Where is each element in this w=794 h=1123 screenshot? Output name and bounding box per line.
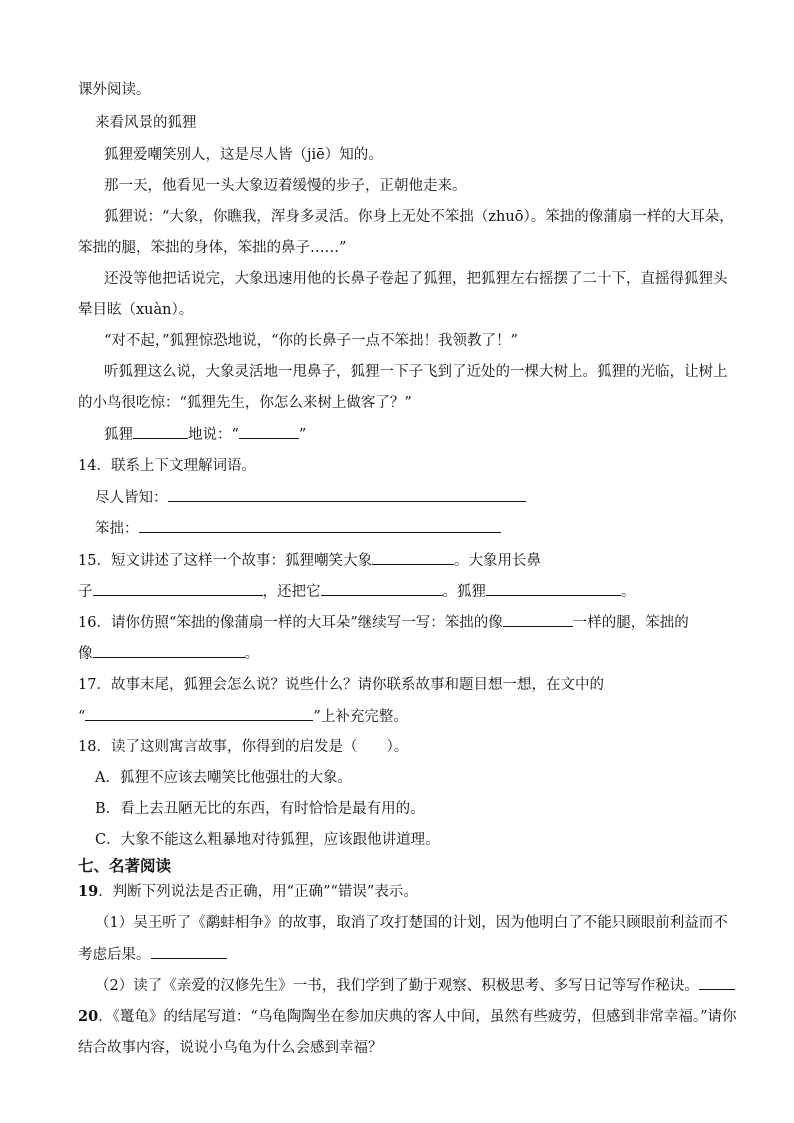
- q16-text4: 。: [244, 646, 259, 662]
- p7-mid: 地说：“: [188, 427, 239, 443]
- q19-blank-1[interactable]: [151, 944, 227, 959]
- q15-text1: 15．短文讲述了这样一个故事：狐狸嘲笑大象: [78, 553, 372, 569]
- p7-blank-manner[interactable]: [133, 424, 188, 439]
- q15-blank-2[interactable]: [93, 581, 263, 596]
- q15-text6: 。: [621, 584, 636, 600]
- q19-item-1b-text: 考虑后果。: [78, 947, 151, 963]
- passage-paragraph-3a: 狐狸说：“大象，你瞧我，浑身多灵活。你身上无处不笨拙（zhuō）。笨拙的像蒲扇一样的大耳朵，: [104, 209, 734, 225]
- passage-paragraph-4b: 晕目眩（xuàn）。: [78, 302, 194, 318]
- q14-b-label: 笨拙：: [95, 521, 139, 537]
- q19-stem: [78, 882, 758, 902]
- q20-line1: [78, 1007, 758, 1027]
- passage-paragraph-6a: 听狐狸这么说，大象灵活地一甩鼻子，狐狸一下子飞到了近处的一棵大树上。狐狸的光临，让树上: [104, 364, 728, 380]
- q15-blank-3[interactable]: [321, 581, 443, 596]
- q15-text2: 。大象用长鼻: [453, 553, 541, 569]
- q15-blank-1[interactable]: [372, 550, 454, 565]
- q15-text5: 。狐狸: [442, 584, 486, 600]
- q19-number: 19: [78, 883, 99, 900]
- p7-blank-speech[interactable]: [239, 424, 299, 439]
- q19-item-1a: （1）吴王听了《鹬蚌相争》的故事，取消了攻打楚国的计划，因为他明白了不能只顾眼前利益而不: [95, 915, 728, 931]
- q15-blank-4[interactable]: [486, 581, 621, 596]
- q20-line2: 结合故事内容，说说小乌龟为什么会感到幸福？: [78, 1040, 383, 1056]
- q15-text3: 子: [78, 584, 93, 600]
- q19-item-2: [95, 975, 755, 996]
- passage-paragraph-7: [104, 424, 784, 445]
- q19-item-1b: [78, 944, 758, 965]
- q18-option-b[interactable]: B．看上去丑陋无比的东西，有时恰恰是最有用的。: [95, 801, 425, 817]
- q18-stem: 18．读了这则寓言故事，你得到的启发是（ ）。: [78, 739, 409, 755]
- section-7-heading: 七、名著阅读: [78, 857, 172, 875]
- p7-start: 狐狸: [104, 427, 133, 443]
- passage-paragraph-5: “对不起，”狐狸惊恐地说，“你的长鼻子一点不笨拙！我领教了！”: [104, 333, 518, 349]
- q15-line1: [78, 550, 758, 571]
- q17-text2: ”上补充完整。: [313, 709, 408, 725]
- p7-end: ”: [298, 427, 307, 443]
- q16-text2: 一样的腿，笨拙的: [572, 615, 689, 631]
- q19-item-2-text: （2）读了《亲爱的汉修先生》一书，我们学到了勤于观察、积极思考、多写日记等写作秘诀。: [95, 978, 699, 994]
- q18-option-a[interactable]: A．狐狸不应该去嘲笑比他强壮的大象。: [95, 770, 352, 786]
- q15-line2: [78, 581, 758, 602]
- q14-a-blank[interactable]: [168, 487, 526, 502]
- q16-blank-2[interactable]: [93, 643, 245, 658]
- q14-stem: 14．联系上下文理解词语。: [78, 458, 256, 474]
- q14-b-blank[interactable]: [139, 518, 501, 533]
- q20-number: 20: [78, 1008, 99, 1025]
- q19-blank-2[interactable]: [699, 975, 735, 990]
- q17-blank[interactable]: [85, 706, 313, 721]
- passage-paragraph-4a: 还没等他把话说完，大象迅速用他的长鼻子卷起了狐狸，把狐狸左右摇摆了二十下，直摇得狐狸头: [104, 271, 728, 287]
- q16-text1: 16．请你仿照“笨拙的像蒲扇一样的大耳朵”继续写一写：笨拙的像: [78, 615, 503, 631]
- intro-text: 课外阅读。: [78, 82, 151, 98]
- q16-blank-1[interactable]: [503, 612, 573, 627]
- q16-text3: 像: [78, 646, 93, 662]
- q18-option-c[interactable]: C．大象不能这么粗暴地对待狐狸，应该跟他讲道理。: [95, 832, 440, 848]
- q16-line1: [78, 612, 758, 633]
- q15-text4: ，还把它: [262, 584, 321, 600]
- q17-text1: “: [78, 709, 86, 725]
- q19-text: ．判断下列说法是否正确，用“正确”“错误”表示。: [98, 884, 418, 900]
- q20-text: ．《鼍龟》的结尾写道：“乌龟陶陶坐在参加庆典的客人中间，虽然有些疲劳，但感到非常幸福。”请你: [98, 1009, 737, 1025]
- passage-title: 来看风景的狐狸: [95, 115, 197, 131]
- q14-a: [95, 487, 775, 508]
- q14-b: [95, 518, 775, 539]
- q16-line2: [78, 643, 758, 664]
- passage-paragraph-2: 那一天，他看见一头大象迈着缓慢的步子，正朝他走来。: [104, 178, 467, 194]
- passage-paragraph-6b: 的小鸟很吃惊：“狐狸先生，你怎么来树上做客了？”: [78, 395, 412, 411]
- q14-a-label: 尽人皆知：: [95, 490, 168, 506]
- q17-line1: 17．故事末尾，狐狸会怎么说？说些什么？请你联系故事和题目想一想，在文中的: [78, 677, 604, 693]
- q17-line2: [78, 706, 758, 727]
- passage-paragraph-3b: 笨拙的腿，笨拙的身体，笨拙的鼻子……”: [78, 240, 347, 256]
- passage-paragraph-1: 狐狸爱嘲笑别人，这是尽人皆（jiē）知的。: [104, 147, 383, 163]
